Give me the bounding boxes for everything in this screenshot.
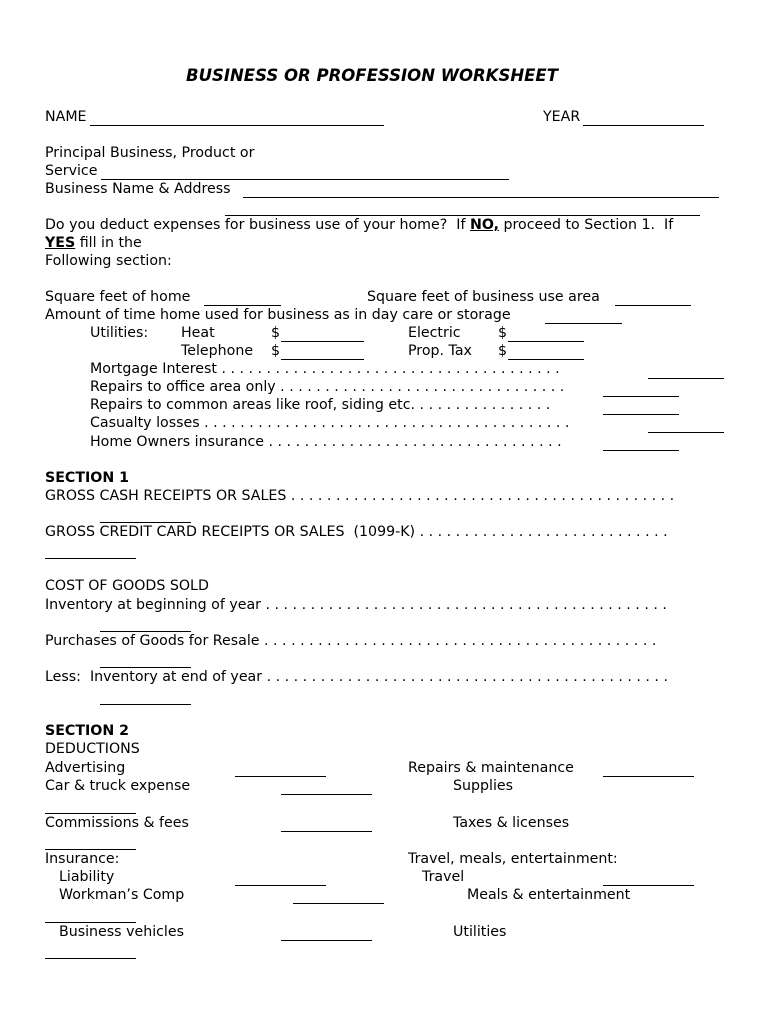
travel-field[interactable]: [603, 885, 694, 886]
advertising-field[interactable]: [235, 776, 326, 777]
repairs-office-field[interactable]: [603, 396, 679, 397]
principal-service-label: Service: [45, 163, 98, 179]
workmans-comp-field[interactable]: [293, 903, 384, 904]
electric-field[interactable]: [508, 341, 584, 342]
electric-label: Electric: [408, 325, 461, 341]
repairs-maintenance-field[interactable]: [603, 776, 694, 777]
heat-label: Heat: [181, 325, 215, 341]
liability-field[interactable]: [235, 885, 326, 886]
amount-time-field[interactable]: [545, 323, 622, 324]
prop-tax-dollar: $: [498, 343, 508, 359]
business-name-address-label: Business Name & Address: [45, 181, 231, 197]
business-address-field-2[interactable]: [225, 215, 700, 216]
purchases-field[interactable]: [100, 667, 191, 668]
taxes-licenses-label: Taxes & licenses: [453, 815, 570, 831]
gross-credit-field[interactable]: [45, 558, 136, 559]
travel-label: Travel: [422, 869, 465, 885]
utilities-deduction-label: Utilities: [453, 924, 507, 940]
name-field[interactable]: [90, 125, 384, 126]
advertising-label: Advertising: [45, 760, 126, 776]
year-field[interactable]: [583, 125, 704, 126]
home-question-text: Do you deduct expenses for business use of your home? If: [45, 217, 470, 233]
insurance-label: Insurance:: [45, 851, 120, 867]
supplies-label: Supplies: [453, 778, 514, 794]
repairs-maintenance-label: Repairs & maintenance: [408, 760, 574, 776]
cogs-heading: COST OF GOODS SOLD: [45, 578, 209, 594]
inventory-end-field[interactable]: [100, 704, 191, 705]
meals-entertainment-field[interactable]: [45, 922, 136, 923]
purchases-label: Purchases of Goods for Resale . . . . . . . . . . . . . . . . . . . . . . . . . . . . . . . . . . . . . . . . . . . .: [45, 633, 657, 649]
gross-cash-field[interactable]: [100, 522, 191, 523]
telephone-dollar: $: [271, 343, 281, 359]
heat-field[interactable]: [281, 341, 364, 342]
fill-in-text: fill in the: [75, 235, 142, 251]
name-label: NAME: [45, 109, 87, 125]
heat-dollar: $: [271, 325, 281, 341]
casualty-losses-label: Casualty losses . . . . . . . . . . . . . . . . . . . . . . . . . . . . . . . . . . . . . . . . .: [90, 415, 570, 431]
meals-entertainment-label: Meals & entertainment: [467, 887, 631, 903]
sq-ft-home-field[interactable]: [204, 305, 281, 306]
business-vehicles-field[interactable]: [281, 940, 372, 941]
car-truck-label: Car & truck expense: [45, 778, 191, 794]
year-label: YEAR: [543, 109, 581, 125]
electric-dollar: $: [498, 325, 508, 341]
liability-label: Liability: [59, 869, 115, 885]
inventory-end-label: Less: Inventory at end of year . . . . . . . . . . . . . . . . . . . . . . . . . . . . . . . . . . . . . . . . . . . . .: [45, 669, 668, 685]
following-section-text: Following section:: [45, 253, 172, 269]
no-emphasis: NO,: [469, 217, 499, 233]
section1-heading: SECTION 1: [45, 470, 130, 486]
deductions-heading: DEDUCTIONS: [45, 741, 140, 757]
yes-emphasis: YES: [45, 235, 76, 251]
business-vehicles-label: Business vehicles: [59, 924, 184, 940]
commissions-label: Commissions & fees: [45, 815, 189, 831]
page-title: BUSINESS OR PROFESSION WORKSHEET: [186, 66, 558, 85]
repairs-office-label: Repairs to office area only . . . . . . . . . . . . . . . . . . . . . . . . . . . . . . . .: [90, 379, 565, 395]
section2-heading: SECTION 2: [45, 723, 130, 739]
business-name-address-field[interactable]: [243, 197, 719, 198]
taxes-licenses-field[interactable]: [45, 849, 136, 850]
supplies-field[interactable]: [45, 813, 136, 814]
amount-time-label: Amount of time home used for business as in day care or storage: [45, 307, 511, 323]
casualty-losses-field[interactable]: [648, 432, 724, 433]
travel-meals-label: Travel, meals, entertainment:: [408, 851, 618, 867]
principal-business-label: Principal Business, Product or: [45, 145, 255, 161]
home-question: [45, 217, 673, 234]
car-truck-field[interactable]: [281, 794, 372, 795]
repairs-common-field[interactable]: [603, 414, 679, 415]
workmans-comp-label: Workman’s Comp: [59, 887, 185, 903]
prop-tax-field[interactable]: [508, 359, 584, 360]
home-owners-insurance-field[interactable]: [603, 450, 679, 451]
telephone-label: Telephone: [181, 343, 254, 359]
inventory-begin-label: Inventory at beginning of year . . . . . . . . . . . . . . . . . . . . . . . . . . . . . . . . . . . . . . . . . . . . .: [45, 597, 667, 613]
utilities-deduction-field[interactable]: [45, 958, 136, 959]
home-question-line2: [45, 235, 142, 252]
principal-business-field[interactable]: [101, 179, 509, 180]
sq-ft-home-label: Square feet of home: [45, 289, 191, 305]
prop-tax-label: Prop. Tax: [408, 343, 472, 359]
commissions-field[interactable]: [281, 831, 372, 832]
mortgage-interest-label: Mortgage Interest . . . . . . . . . . . . . . . . . . . . . . . . . . . . . . . . . . . . . .: [90, 361, 560, 377]
repairs-common-label: Repairs to common areas like roof, siding etc. . . . . . . . . . . . . . . .: [90, 397, 551, 413]
telephone-field[interactable]: [281, 359, 364, 360]
gross-credit-label: GROSS CREDIT CARD RECEIPTS OR SALES (1099-K) . . . . . . . . . . . . . . . . . . . . . . . . . . . .: [45, 524, 668, 540]
mortgage-interest-field[interactable]: [648, 378, 724, 379]
gross-cash-label: GROSS CASH RECEIPTS OR SALES . . . . . . . . . . . . . . . . . . . . . . . . . . . . . . . . . . . . . . . . . . .: [45, 488, 675, 504]
inventory-begin-field[interactable]: [100, 631, 191, 632]
home-question-proceed: proceed to Section 1. If: [498, 217, 674, 233]
sq-ft-business-field[interactable]: [615, 305, 691, 306]
home-owners-insurance-label: Home Owners insurance . . . . . . . . . . . . . . . . . . . . . . . . . . . . . . . . .: [90, 434, 562, 450]
utilities-label: Utilities:: [90, 325, 149, 341]
sq-ft-business-label: Square feet of business use area: [367, 289, 600, 305]
